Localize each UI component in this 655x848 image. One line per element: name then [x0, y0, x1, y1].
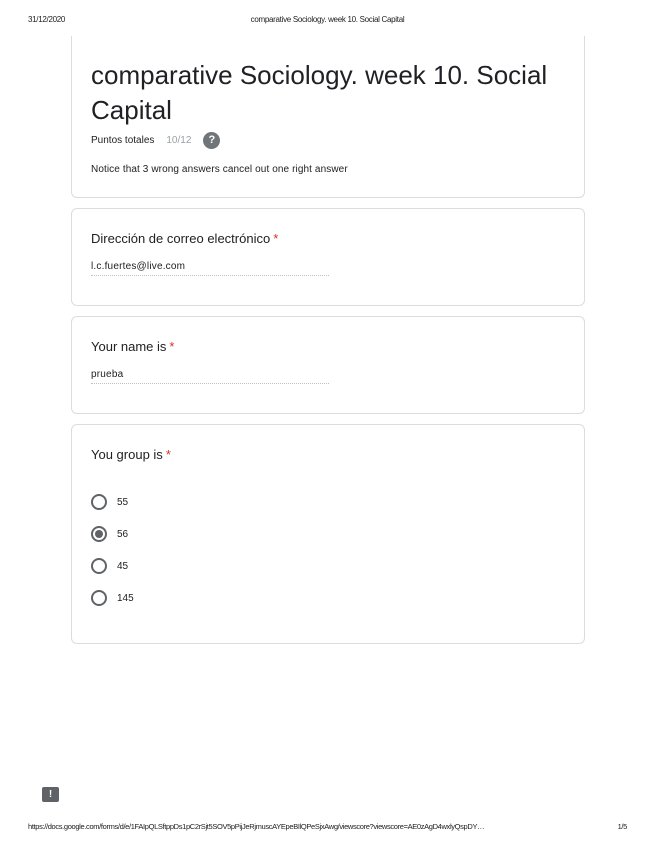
radio-unchecked-icon[interactable] [91, 558, 107, 574]
option-label: 45 [117, 560, 129, 572]
form-header-card [71, 36, 585, 198]
footer-page-number: 1/5 [617, 822, 627, 831]
name-answer: prueba [91, 369, 329, 384]
print-footer [0, 822, 655, 834]
question-card-name [71, 316, 585, 414]
points-label: Puntos totales [91, 134, 155, 146]
print-header [0, 15, 655, 27]
question-label-group: You group is [91, 447, 163, 462]
help-icon[interactable]: ? [203, 132, 220, 149]
radio-unchecked-icon[interactable] [91, 494, 107, 510]
radio-option-56[interactable] [91, 525, 128, 543]
radio-checked-icon[interactable] [91, 526, 107, 542]
required-mark: * [273, 231, 279, 246]
question-title-name [91, 339, 174, 354]
question-title-group [91, 447, 171, 462]
question-label-name: Your name is [91, 339, 167, 354]
radio-unchecked-icon[interactable] [91, 590, 107, 606]
option-label: 145 [117, 592, 134, 604]
points-value: 10/12 [166, 134, 192, 146]
option-label: 56 [117, 528, 129, 540]
question-card-group [71, 424, 585, 644]
form-title: comparative Sociology. week 10. Social Capital [91, 60, 548, 125]
footer-url: https://docs.google.com/forms/d/e/1FAIpQLSftppDs1pC2rSjt5SOV5pPijJeRjmuscAYEpeBIlQPeSjxAwg/viewscore?viewscore=AE0zAgD4wxlyQspDY… [28, 822, 485, 831]
email-answer: l.c.fuertes@live.com [91, 261, 329, 276]
form-description: Notice that 3 wrong answers cancel out one right answer [91, 164, 348, 175]
question-card-email [71, 208, 585, 306]
print-date: 31/12/2020 [28, 15, 66, 24]
print-title: comparative Sociology. week 10. Social Capital [250, 15, 405, 24]
required-mark: * [165, 447, 171, 462]
radio-option-55[interactable] [91, 493, 128, 511]
question-title-email [91, 231, 278, 246]
points-row [91, 130, 220, 150]
option-label: 55 [117, 496, 129, 508]
required-mark: * [169, 339, 175, 354]
question-label-email: Dirección de correo electrónico [91, 231, 271, 246]
feedback-icon[interactable]: ! [42, 787, 59, 802]
radio-option-45[interactable] [91, 557, 128, 575]
radio-option-145[interactable] [91, 589, 134, 607]
